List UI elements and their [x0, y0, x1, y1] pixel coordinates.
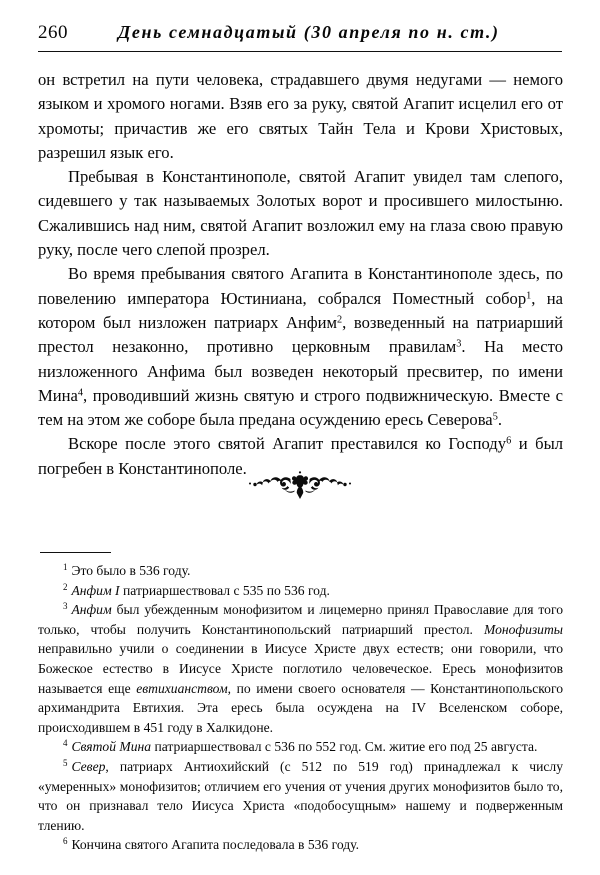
footnote-reference-2[interactable]: 2 — [337, 314, 343, 326]
footnotes-section — [38, 561, 563, 855]
running-head — [38, 22, 562, 52]
emphasized-text: Север — [71, 758, 106, 774]
footnote-marker: 2 — [63, 581, 68, 592]
emphasized-text: евтихианством — [136, 680, 228, 696]
emphasized-text: Монофизиты — [483, 621, 563, 637]
footnote-reference-6[interactable]: 6 — [506, 436, 512, 448]
footnote-marker: 3 — [63, 601, 68, 612]
emphasized-text: Святой Мина — [71, 739, 152, 755]
footnote-6: $^6$ Кончина святого Агапита последовала в 536 году. — [63, 836, 360, 853]
body-paragraph: он встретил на пути человека, страдавшего двумя недугами — немого языком и хромого ногами. Взяв его за руку, святой Агапит исцелил его от хромоты; причастив же его святых Тайн Тела и Крови Христовых, разрешил язык его. — [38, 70, 563, 162]
page-number: 260 — [38, 22, 68, 43]
footnote-2: $^2$ Анфим I патриаршествовал с 535 по 536 год. — [63, 581, 330, 598]
body-paragraph: Пребывая в Константинополе, святой Агапит увидел там слепого, сидевшего у так называемых Золотых ворот и просившего милостыню. Сжалившись над ним, святой Агапит возложил ему на глаза свою правую руку, после чего слепой прозрел. — [38, 167, 563, 260]
footnote-1: $^1$ Это было в 536 году. — [63, 562, 191, 578]
header-divider-rule — [38, 51, 562, 52]
footnote-reference-1[interactable]: 1 — [526, 290, 532, 302]
footnote-reference-3[interactable]: 3 — [456, 338, 462, 350]
footnote-marker: 4 — [63, 738, 68, 749]
footnote-marker: 6 — [63, 836, 68, 847]
fleuron-ornament — [225, 468, 375, 502]
emphasized-text: Анфим — [71, 602, 112, 618]
footnote-5: $^5$ Север, патриарх Антиохийский (с 512 по 519 год) принадлежал к числу «умеренных» монофизитов; отличием его учения от учения других монофизитов было то, что он признавал тело Иисуса Христа «подобосущным» нашему и подверженным тлению. — [38, 758, 563, 833]
footnote-3: $^3$ Анфим был убежденным монофизитом и лицемерно принял Православие для того только, чтобы получить Константинопольский патриарший престол. Монофизиты неправильно учили о соединении в Иисусе Христе двух естеств; они говорили, что Божеское естество в Иисусе Христе поглотило человеческое. Ересь монофизитов называется еще евтихианством, по имени своего основателя — Константинопольского архимандрита Евтихия. Эта ересь была осуждена на IV Вселенском соборе, происходившем в 451 году в Халкидоне. — [38, 601, 563, 735]
running-head-row — [38, 22, 562, 48]
emphasized-text: Анфим I — [71, 582, 120, 598]
footnote-marker: 1 — [63, 562, 68, 573]
body-text — [38, 68, 563, 481]
body-paragraph: Вскоре после этого святой Агапит преставился ко Господу$^6$ и был погребен в Константинополе. — [38, 434, 563, 478]
footnote-reference-5[interactable]: 5 — [492, 411, 498, 423]
running-title: День семнадцатый (30 апреля по н. ст.) — [118, 22, 500, 42]
footnote-marker: 5 — [63, 758, 68, 769]
body-paragraph: Во время пребывания святого Агапита в Константинополе здесь, по повелению императора Юстиниана, собрался Поместный собор$^1$, на котором был низложен патриарх Анфим$^2$, возведенный на патриарший престол незаконно, противно церковным правилам$^3$. На место низложенного Анфима был возведен некоторый пресвитер, по имени Мина$^4$, проводивший жизнь святую и строго подвижническую. Вместе с тем на этом же соборе была предана осуждению ересь Северова$^5$. — [38, 264, 563, 430]
footnote-separator-rule — [40, 552, 111, 553]
footnote-4: $^4$ Святой Мина патриаршествовал с 536 по 552 год. См. житие его под 25 августа. — [63, 738, 538, 755]
footnote-reference-4[interactable]: 4 — [77, 387, 84, 399]
ornament-block — [0, 468, 600, 507]
